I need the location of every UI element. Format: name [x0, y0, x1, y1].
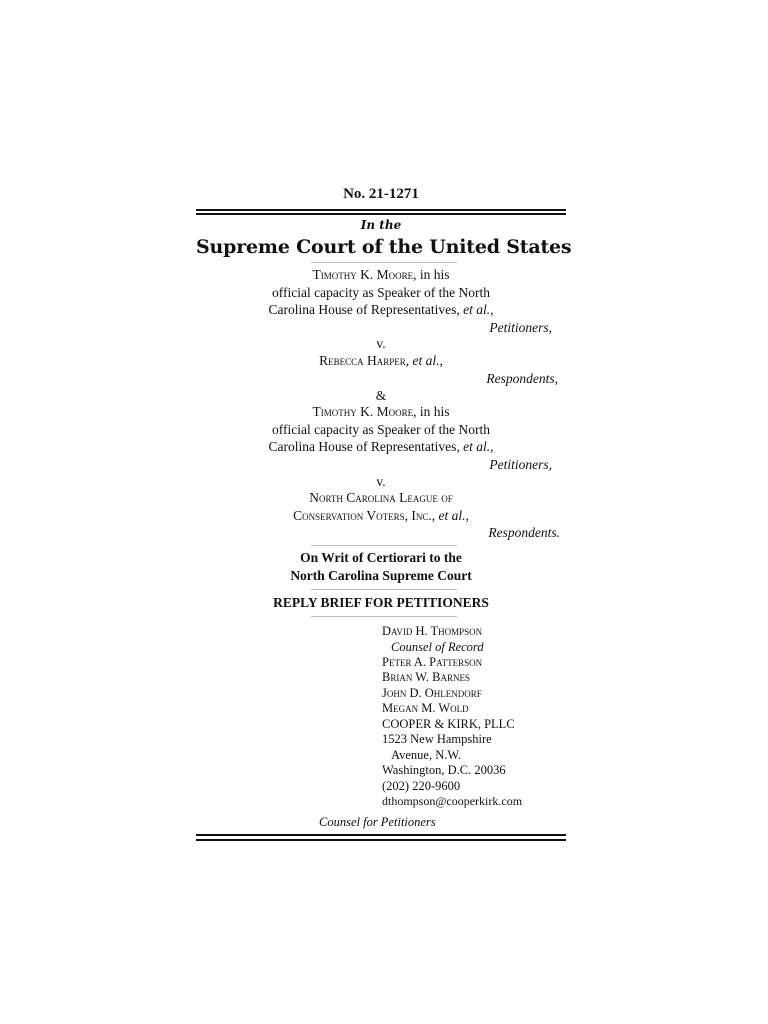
divider	[311, 589, 457, 590]
case2-petitioner-role: Petitioners,	[489, 457, 552, 472]
et-al: , et al.	[405, 353, 440, 368]
counsel-attorney: Megan M. Wold	[382, 701, 469, 715]
top-rule-2	[196, 213, 566, 215]
writ-line-1: On Writ of Certiorari to the	[300, 550, 462, 565]
petitioner-desc: , in his	[413, 267, 450, 282]
et-al: , et al.	[431, 508, 466, 523]
counsel-attorney: Peter A. Patterson	[382, 655, 483, 669]
case1-petitioner-role: Petitioners,	[489, 320, 552, 335]
case1-versus: v.	[376, 336, 386, 351]
counsel-for: Counsel for Petitioners	[319, 815, 436, 829]
counsel-address-2: Avenue, N.W.	[391, 748, 462, 762]
bottom-rule-2	[196, 839, 566, 841]
respondent-name: Rebecca Harper	[319, 353, 406, 368]
petitioner-desc: Carolina House of Representatives,	[268, 302, 464, 317]
case2-petitioner-line3: Carolina House of Representatives, et al.,	[268, 439, 494, 454]
counsel-lead: David H. Thompson	[382, 624, 483, 638]
case2-petitioner-line2: official capacity as Speaker of the North	[272, 422, 490, 437]
counsel-phone: (202) 220-9600	[382, 779, 461, 793]
respondent-name: Conservation Voters, Inc.	[293, 508, 432, 523]
counsel-address-1: 1523 New Hampshire	[382, 732, 492, 746]
case2-respondent-role: Respondents.	[488, 525, 560, 540]
top-rule-1	[196, 209, 566, 211]
case2-respondent-line2: Conservation Voters, Inc., et al.,	[293, 508, 469, 523]
et-al: et al.	[463, 439, 491, 454]
divider	[311, 262, 457, 263]
et-al: et al.	[463, 302, 491, 317]
case2-petitioner-line1	[196, 404, 566, 420]
counsel-address-3: Washington, D.C. 20036	[382, 763, 506, 777]
petitioner-name: Timothy K. Moore	[312, 404, 414, 419]
petitioner-desc: Carolina House of Representatives,	[268, 439, 464, 454]
ampersand: &	[375, 388, 387, 403]
case1-respondent-role: Respondents,	[486, 371, 558, 386]
case2-respondent-line1: North Carolina League of	[309, 490, 453, 505]
petitioner-name: Timothy K. Moore	[312, 267, 414, 282]
case1-petitioner-line2: official capacity as Speaker of the North	[272, 285, 490, 300]
docket-number: No. 21-1271	[343, 186, 419, 202]
petitioner-desc: , in his	[413, 404, 450, 419]
brief-title: REPLY BRIEF FOR PETITIONERS	[273, 595, 489, 610]
case1-petitioner-line1	[196, 267, 566, 283]
case1-respondent: Rebecca Harper, et al.,	[319, 353, 443, 368]
writ-line-2: North Carolina Supreme Court	[290, 568, 472, 583]
court-prefix: In the	[360, 218, 402, 232]
counsel-firm: COOPER & KIRK, PLLC	[382, 717, 515, 731]
counsel-lead-role: Counsel of Record	[391, 640, 484, 654]
divider	[311, 616, 457, 617]
counsel-attorney: John D. Ohlendorf	[382, 686, 482, 700]
counsel-email: dthompson@cooperkirk.com	[382, 794, 523, 808]
case1-petitioner-line3: Carolina House of Representatives, et al.,	[268, 302, 494, 317]
case2-versus: v.	[376, 474, 386, 489]
counsel-attorney: Brian W. Barnes	[382, 670, 470, 684]
court-name: Supreme Court of the United States	[196, 236, 572, 258]
divider	[311, 545, 457, 546]
bottom-rule-1	[196, 834, 566, 836]
